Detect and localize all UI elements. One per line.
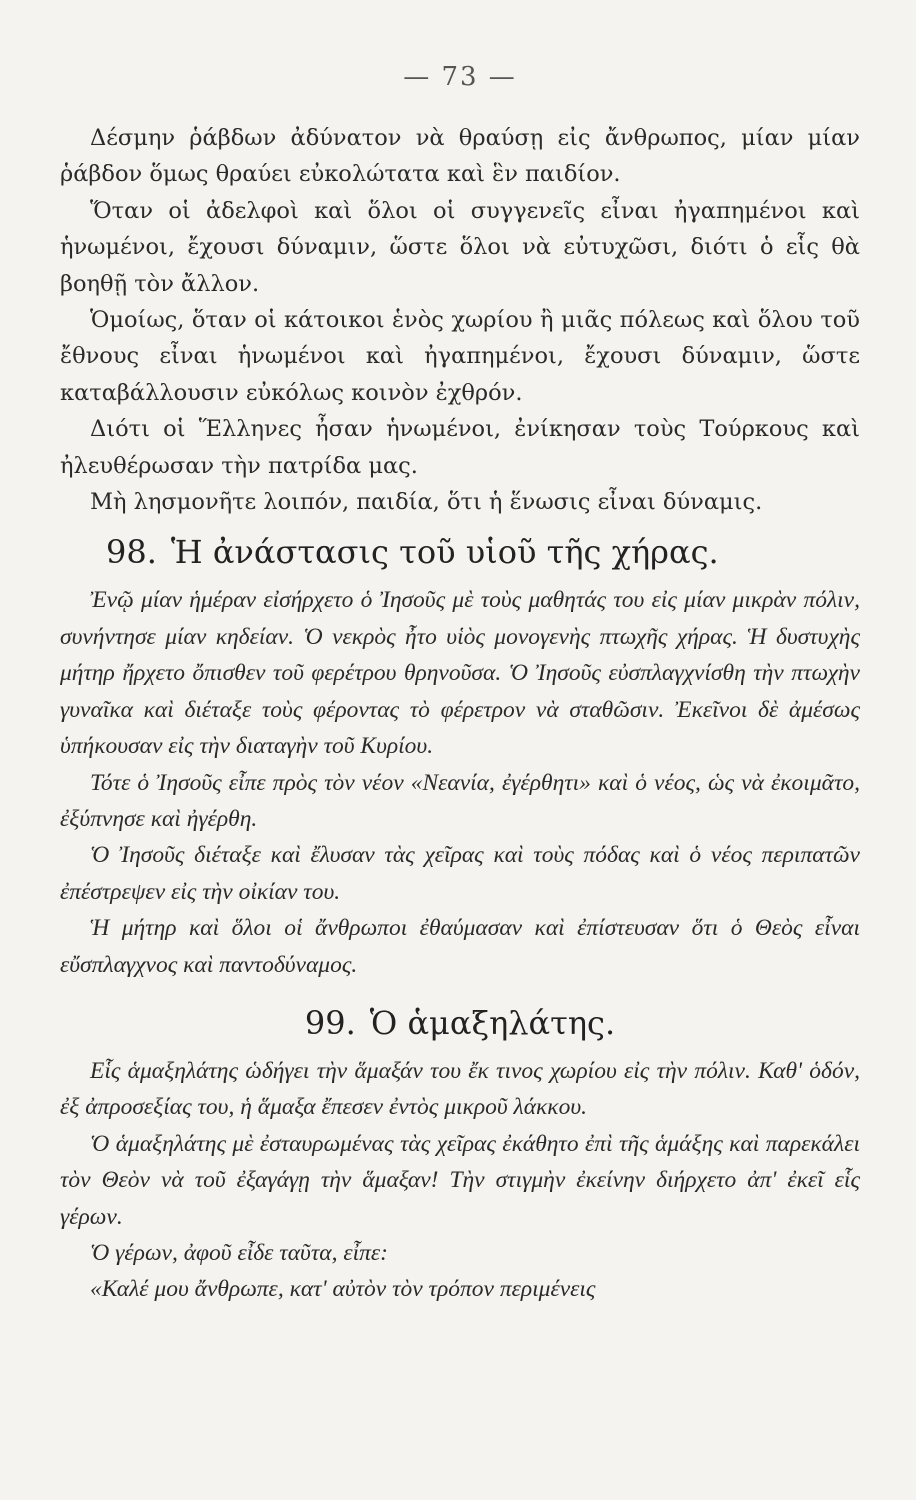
paragraph: Ἡ μήτηρ καὶ ὅλοι οἱ ἄνθρωποι ἐθαύμασαν καὶ ἐπίστευσαν ὅτι ὁ Θεὸς εἶναι εὔσπλαγχνος καὶ παντοδύναμος. [60, 915, 860, 978]
section-title: Ὁ ἁμαξηλάτης. [369, 1003, 616, 1042]
paragraph: Μὴ λησμονῆτε λοιπόν, παιδία, ὅτι ἡ ἕνωσις εἶναι δύναμις. [90, 489, 763, 516]
paragraph: Εἷς ἁμαξηλάτης ὡδήγει τὴν ἅμαξάν του ἔκ τινος χωρίου εἰς τὴν πόλιν. Καθ' ὁδόν, ἐξ ἀπροσεξίας του, ἡ ἅμαξα ἔπεσεν ἐντὸς μικροῦ λάκκου. [60, 1057, 860, 1121]
section-previous-text [60, 120, 860, 520]
page-number: — 73 — [403, 62, 517, 92]
paragraph: Ὁ γέρων, ἀφοῦ εἶδε ταῦτα, εἶπε: [90, 1239, 388, 1266]
paragraph: Ἐνῷ μίαν ἡμέραν εἰσήρχετο ὁ Ἰησοῦς μὲ τοὺς μαθητάς του εἰς μίαν μικρὰν πόλιν, συνήντησε μίαν κηδείαν. Ὁ νεκρὸς ἦτο υἱὸς μονογενὴς πτωχῆς χήρας. Ἡ δυστυχὴς μήτηρ ἤρχετο ὄπισθεν τοῦ φερέτρου θρηνοῦσα. Ὁ Ἰησοῦς εὐσπλαγχνίσθη τὴν πτωχὴν γυναῖκα καὶ διέταξε τοὺς φέροντας τὸ φέρετρον νὰ σταθῶσιν. Ἐκεῖνοι δὲ ἀμέσως ὑπήκουσαν εἰς τὴν διαταγὴν τοῦ Κυρίου. [60, 587, 860, 760]
section-99-heading [60, 1001, 860, 1045]
section-number: 99. [304, 1003, 356, 1042]
paragraph: Ὁ Ἰησοῦς διέταξε καὶ ἔλυσαν τὰς χεῖρας καὶ τοὺς πόδας καὶ ὁ νέος περιπατῶν ἐπέστρεψεν εἰς τὴν οἰκίαν του. [60, 842, 860, 905]
section-title: Ἡ ἀνάστασις τοῦ υἱοῦ τῆς χήρας. [170, 533, 719, 572]
paragraph: Ὁμοίως, ὅταν οἱ κάτοικοι ἑνὸς χωρίου ἢ μιᾶς πόλεως καὶ ὅλου τοῦ ἔθνους εἶναι ἡνωμένοι καὶ ἠγαπημένοι, ἔχουσι δύναμιν, ὥστε καταβάλλουσιν εὐκόλως κοινὸν ἐχθρόν. [60, 307, 860, 406]
paragraph: «Καλέ μου ἄνθρωπε, κατ' αὐτὸν τὸν τρόπον περιμένεις [90, 1276, 596, 1303]
paragraph: Διότι οἱ Ἕλληνες ἦσαν ἡνωμένοι, ἐνίκησαν τοὺς Τούρκους καὶ ἠλευθέρωσαν τὴν πατρίδα μας. [60, 416, 860, 479]
section-98-body [60, 582, 860, 982]
section-99-body [60, 1053, 860, 1308]
paragraph: Ὅταν οἱ ἀδελφοὶ καὶ ὅλοι οἱ συγγενεῖς εἶναι ἠγαπημένοι καὶ ἡνωμένοι, ἔχουσι δύναμιν, ὥστε ὅλοι νὰ εὐτυχῶσι, διότι ὁ εἷς θὰ βοηθῇ τὸν ἄλλον. [60, 197, 860, 297]
paragraph: Δέσμην ῥάβδων ἀδύνατον νὰ θραύσῃ εἰς ἄνθρωπος, μίαν μίαν ῥάβδον ὅμως θραύει εὐκολώτατα καὶ ἓν παιδίον. [60, 125, 860, 188]
section-98-heading [60, 530, 860, 574]
section-number: 98. [106, 533, 157, 572]
paragraph: Ὁ ἁμαξηλάτης μὲ ἐσταυρωμένας τὰς χεῖρας ἐκάθητο ἐπὶ τῆς ἁμάξης καὶ παρεκάλει τὸν Θεὸν νὰ τοῦ ἐξαγάγῃ τὴν ἅμαξαν! Τὴν στιγμὴν ἐκείνην διήρχετο ἀπ' ἐκεῖ εἷς γέρων. [60, 1130, 860, 1230]
paragraph: Τότε ὁ Ἰησοῦς εἶπε πρὸς τὸν νέον «Νεανία, ἐγέρθητι» καὶ ὁ νέος, ὡς νὰ ἐκοιμᾶτο, ἐξύπνησε καὶ ἠγέρθη. [60, 769, 860, 832]
